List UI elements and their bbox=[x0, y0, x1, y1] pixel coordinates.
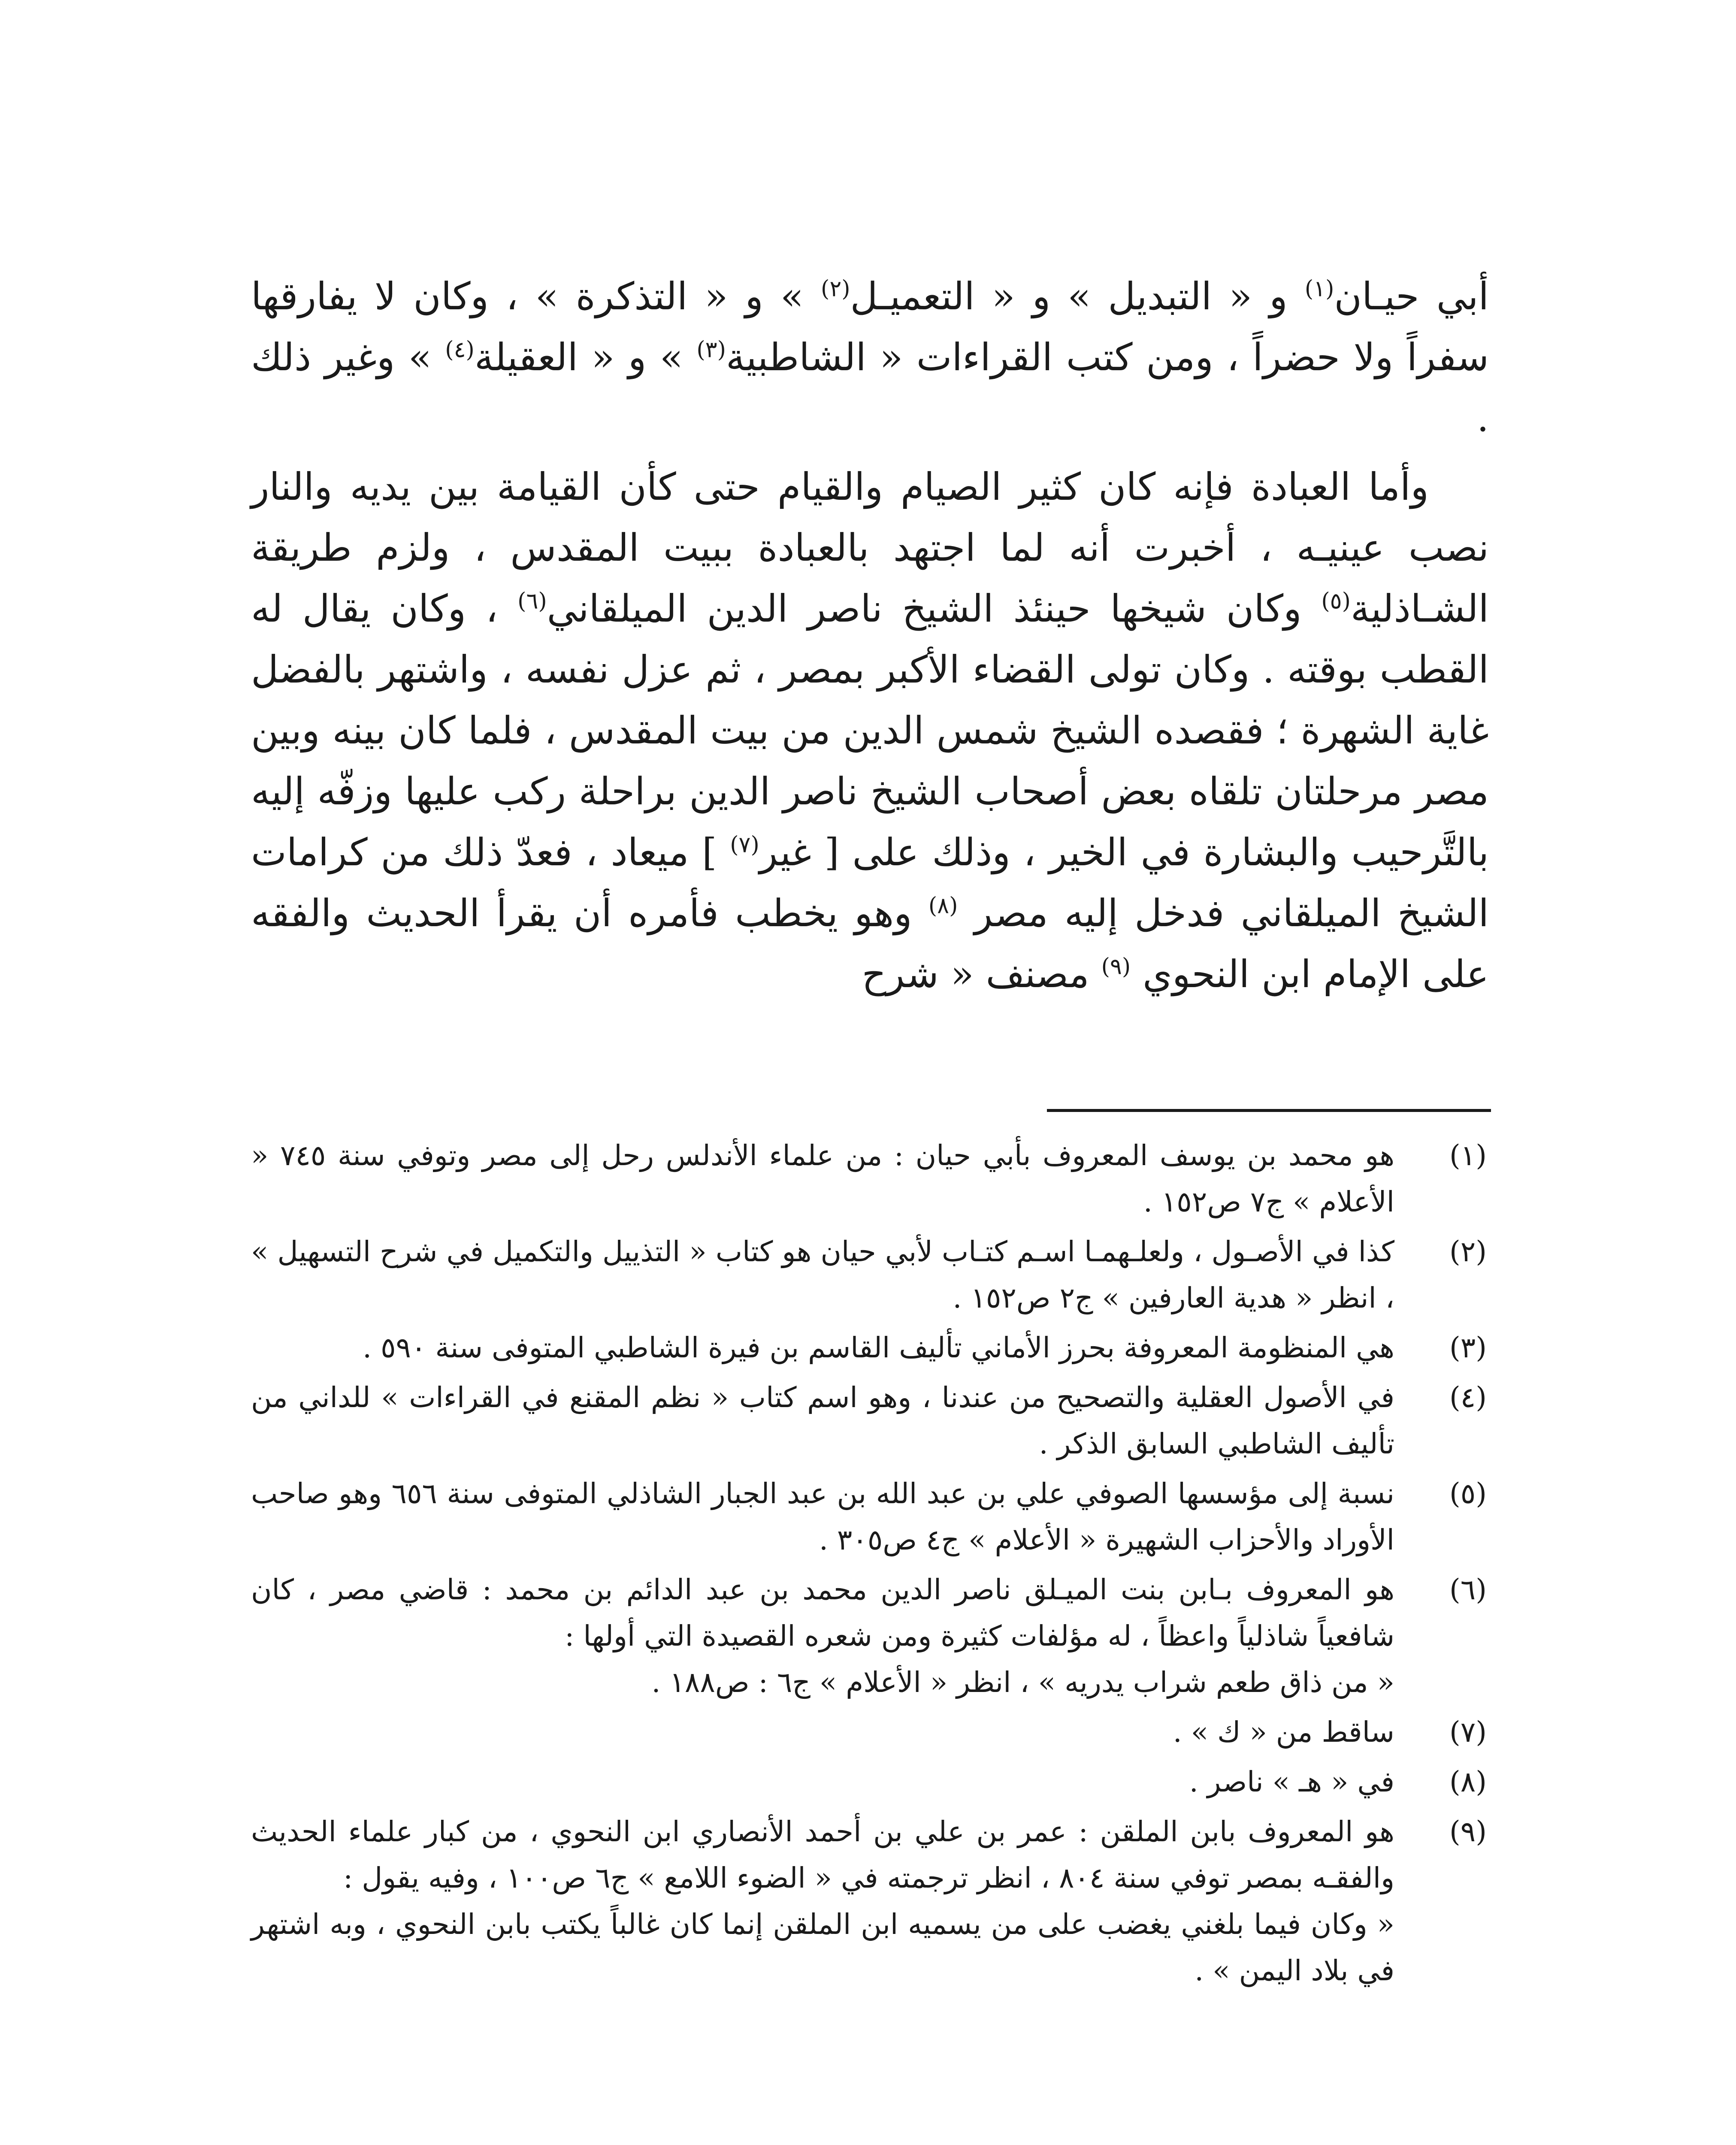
footnote-text bbox=[251, 1471, 1394, 1563]
footnote-number: (٨) bbox=[1449, 1765, 1487, 1798]
footnote-item bbox=[251, 1471, 1489, 1563]
text-segment: » وغير ذلك . bbox=[251, 335, 1489, 440]
footnote-ref-1[interactable]: (١) bbox=[1304, 276, 1334, 302]
footnote-text bbox=[251, 1375, 1394, 1467]
paragraph-1 bbox=[251, 266, 1489, 449]
footnote-text bbox=[251, 1325, 1394, 1371]
footnote-ref-7[interactable]: (٧) bbox=[730, 832, 759, 858]
text-segment: وهو يخطب فأمره أن يقرأ الحديث والفقه على الإمام ابن النحوي bbox=[251, 891, 1489, 996]
text-segment: ، وكان يقال له القطب بوقته . وكان تولى القضاء الأكبر بمصر ، ثم عزل نفسه ، واشتهر بالفضل غاية الشهرة ؛ فقصده الشيخ شمس الدين من بيت المقدس ، فلما كان بينه وبين مصر مرحلتان تلقاه بعض أصحاب الشيخ ناصر الدين براحلة ركب عليها وزفّه إليه بالتَّرحيب والبشارة في الخير ، وذلك على [ غير bbox=[251, 586, 1489, 874]
footnote-item bbox=[251, 1325, 1489, 1371]
text-segment: ] ميعاد ، فعدّ ذلك من كرامات الشيخ الميلقاني فدخل إليه مصر bbox=[251, 830, 1489, 935]
footnote-number: (١) bbox=[1449, 1139, 1487, 1172]
footnote-number: (٤) bbox=[1449, 1381, 1487, 1414]
footnote-ref-8[interactable]: (٨) bbox=[928, 893, 958, 919]
footnotes bbox=[251, 1133, 1489, 1997]
footnote-text bbox=[251, 1567, 1394, 1706]
footnote-item bbox=[251, 1229, 1489, 1321]
footnote-line: « من ذاق طعم شراب يدريه » ، انظر « الأعلام » ج٦ : ص١٨٨ . bbox=[651, 1666, 1394, 1699]
footnote-text bbox=[251, 1133, 1394, 1225]
footnote-text bbox=[251, 1229, 1394, 1321]
footnote-line: في « هـ » ناصر . bbox=[1189, 1765, 1394, 1798]
footnote-number: (٦) bbox=[1449, 1573, 1487, 1606]
text-segment: وأما العبادة فإنه كان كثير الصيام والقيام حتى كأن القيامة بين يديه والنار نصب عينيـه ، أخبرت أنه لما اجتهد بالعبادة ببيت المقدس ، ولزم طريقة الشـاذلية bbox=[251, 465, 1489, 631]
paragraph-2 bbox=[251, 456, 1489, 1005]
text-segment: مصنف « شرح bbox=[862, 952, 1101, 996]
footnote-number: (٣) bbox=[1449, 1331, 1487, 1364]
text-segment: وكان شيخها حينئذ الشيخ ناصر الدين الميلقاني bbox=[547, 586, 1322, 631]
footnote-ref-9[interactable]: (٩) bbox=[1101, 954, 1131, 980]
footnote-ref-2[interactable]: (٢) bbox=[821, 276, 850, 302]
footnote-line: هو المعروف بابن الملقن : عمر بن علي بن أحمد الأنصاري ابن النحوي ، من كبار علماء الحديث والفقـه بمصر توفي سنة ٨٠٤ ، انظر ترجمته في « الضوء اللامع » ج٦ ص١٠٠ ، وفيه يقول : bbox=[251, 1815, 1394, 1894]
footnote-item bbox=[251, 1709, 1489, 1755]
text-segment: » و « التذكرة » ، وكان لا يفارقها سفراً ولا حضراً ، ومن كتب القراءات « الشاطبية bbox=[251, 274, 1489, 379]
footnote-text bbox=[251, 1809, 1394, 1994]
footnote-number: (٩) bbox=[1449, 1815, 1487, 1848]
footnote-line: « وكان فيما بلغني يغضب على من يسميه ابن الملقن إنما كان غالباً يكتب بابن النحوي ، وبه اشتهر في بلاد اليمن » . bbox=[251, 1908, 1394, 1987]
footnote-text bbox=[251, 1759, 1394, 1805]
footnote-ref-5[interactable]: (٥) bbox=[1321, 588, 1351, 614]
footnote-line: في الأصول العقلية والتصحيح من عندنا ، وهو اسم كتاب « نظم المقنع في القراءات » للداني من تأليف الشاطبي السابق الذكر . bbox=[251, 1381, 1394, 1460]
footnote-item bbox=[251, 1567, 1489, 1706]
footnote-line: هي المنظومة المعروفة بحرز الأماني تأليف القاسم بن فيرة الشاطبي المتوفى سنة ٥٩٠ . bbox=[363, 1331, 1394, 1364]
footnote-number: (٧) bbox=[1449, 1716, 1487, 1749]
footnote-separator bbox=[1047, 1109, 1491, 1112]
footnote-ref-3[interactable]: (٣) bbox=[696, 337, 726, 363]
text-segment: أبي حيـان bbox=[1334, 274, 1489, 318]
text-segment: و « التبديل » و « التعميـل bbox=[850, 274, 1305, 318]
footnote-number: (٥) bbox=[1449, 1477, 1487, 1510]
footnote-line: ساقط من « ك » . bbox=[1173, 1716, 1394, 1749]
footnote-number: (٢) bbox=[1449, 1235, 1487, 1268]
footnote-item bbox=[251, 1759, 1489, 1805]
footnote-ref-4[interactable]: (٤) bbox=[445, 337, 475, 363]
footnote-ref-6[interactable]: (٦) bbox=[517, 588, 547, 614]
footnote-line: هو المعروف بـابن بنت الميـلق ناصر الدين محمد بن عبد الدائم بن محمد : قاضي مصر ، كان شافعياً شاذلياً واعظاً ، له مؤلفات كثيرة ومن شعره القصيدة التي أولها : bbox=[251, 1573, 1394, 1653]
footnote-text bbox=[251, 1709, 1394, 1755]
footnote-line: كذا في الأصـول ، ولعلـهمـا اسـم كتـاب لأبي حيان هو كتاب « التذييل والتكميل في شرح التسهيل » ، انظر « هدية العارفين » ج٢ ص١٥٢ . bbox=[251, 1235, 1394, 1314]
footnote-line: نسبة إلى مؤسسها الصوفي علي بن عبد الله بن عبد الجبار الشاذلي المتوفى سنة ٦٥٦ وهو صاحب الأوراد والأحزاب الشهيرة « الأعلام » ج٤ ص٣٠٥ . bbox=[251, 1477, 1394, 1556]
footnote-item bbox=[251, 1809, 1489, 1994]
footnote-item bbox=[251, 1375, 1489, 1467]
main-text bbox=[251, 266, 1489, 1005]
footnote-item bbox=[251, 1133, 1489, 1225]
text-segment: » و « العقيلة bbox=[474, 335, 697, 379]
footnote-line: هو محمد بن يوسف المعروف بأبي حيان : من علماء الأندلس رحل إلى مصر وتوفي سنة ٧٤٥ « الأعلام » ج٧ ص١٥٢ . bbox=[251, 1139, 1395, 1218]
